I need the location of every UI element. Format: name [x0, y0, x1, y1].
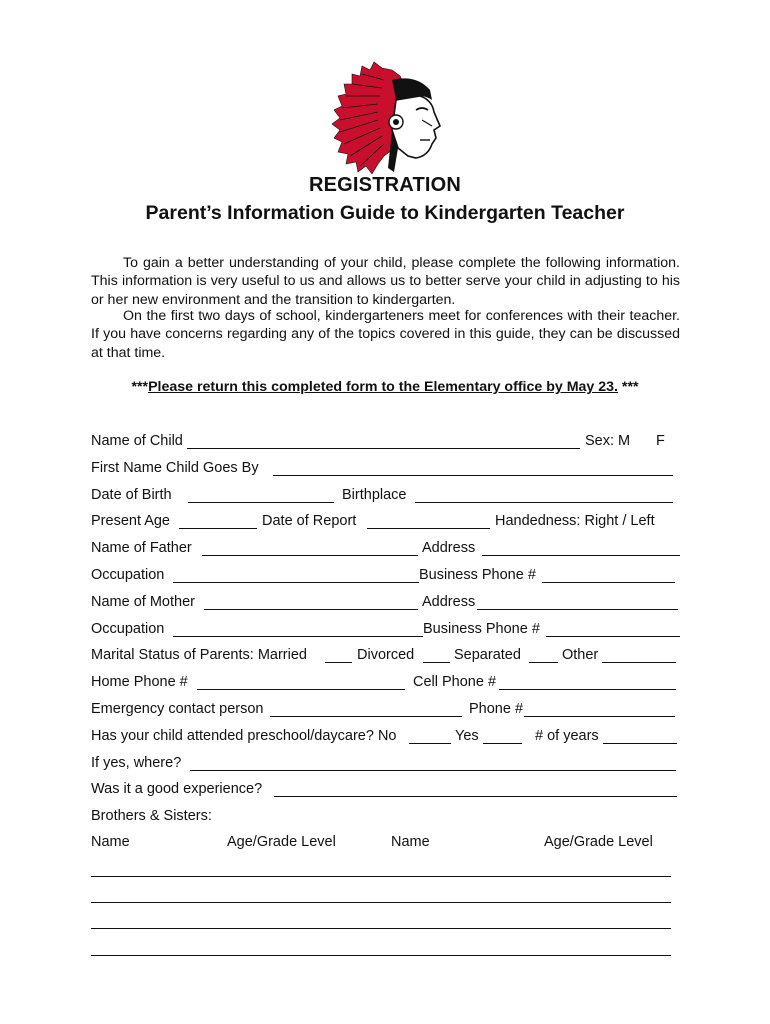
intro-paragraph-2: On the first two days of school, kindergarteners meet for conferences with their teacher. If you have concerns regarding any of the topics covered in this guide, they can be discussed at that time. [91, 308, 680, 361]
label-mother-business-phone: Business Phone # [423, 621, 540, 637]
row-mother [91, 593, 681, 611]
row-name-of-child [91, 432, 681, 450]
label-divorced: Divorced [357, 647, 415, 663]
preschool-no-field[interactable] [409, 743, 451, 744]
label-sex-f[interactable]: F [656, 433, 665, 449]
label-mother-address: Address [422, 594, 476, 610]
father-name-field[interactable] [202, 555, 418, 556]
label-preschool-yes: Yes [455, 728, 479, 744]
label-first-name: First Name Child Goes By [91, 460, 259, 476]
siblings-col-age-2: Age/Grade Level [544, 834, 653, 850]
label-if-yes: If yes, where? [91, 755, 182, 771]
row-emergency [91, 700, 681, 718]
row-good-experience [91, 780, 681, 798]
row-if-yes [91, 754, 681, 772]
label-birthplace: Birthplace [342, 487, 407, 503]
label-name-of-child: Name of Child [91, 433, 183, 449]
label-preschool: Has your child attended preschool/daycare? No [91, 728, 397, 744]
label-mother-occupation: Occupation [91, 621, 165, 637]
page-title: REGISTRATION [308, 174, 462, 196]
father-occupation-field[interactable] [173, 582, 419, 583]
separated-field[interactable] [529, 662, 558, 663]
siblings-col-name-1: Name [91, 834, 130, 850]
return-notice [0, 379, 770, 395]
mother-occupation-field[interactable] [173, 636, 423, 637]
siblings-header [91, 833, 681, 851]
row-mother-occupation [91, 620, 681, 638]
divorced-field[interactable] [423, 662, 450, 663]
mother-address-field[interactable] [477, 609, 678, 610]
row-preschool [91, 727, 681, 745]
label-sex[interactable]: Sex: M [585, 433, 631, 449]
row-marital-status [91, 646, 681, 664]
first-name-field[interactable] [273, 475, 673, 476]
row-father-occupation [91, 566, 681, 584]
emergency-phone-field[interactable] [524, 716, 675, 717]
label-emergency-phone: Phone # [469, 701, 524, 717]
row-siblings [91, 807, 681, 825]
siblings-col-name-2: Name [391, 834, 430, 850]
years-field[interactable] [603, 743, 677, 744]
row-dob [91, 486, 681, 504]
emergency-contact-field[interactable] [270, 716, 462, 717]
row-phones [91, 673, 681, 691]
mother-name-field[interactable] [204, 609, 418, 610]
sibling-entry-line-3[interactable] [91, 928, 671, 929]
label-home-phone: Home Phone # [91, 674, 188, 690]
page-subtitle: Parent’s Information Guide to Kindergarten Teacher [145, 202, 625, 224]
home-phone-field[interactable] [197, 689, 405, 690]
row-age [91, 512, 681, 530]
if-yes-where-field[interactable] [190, 770, 676, 771]
label-years: # of years [535, 728, 599, 744]
dob-field[interactable] [188, 502, 334, 503]
label-date-of-report: Date of Report [262, 513, 357, 529]
label-father: Name of Father [91, 540, 192, 556]
row-father [91, 539, 681, 557]
row-first-name [91, 459, 681, 477]
sibling-entry-line-2[interactable] [91, 902, 671, 903]
notice-suffix: *** [617, 379, 639, 395]
label-handedness[interactable]: Handedness: Right / Left [495, 513, 655, 529]
label-father-business-phone: Business Phone # [419, 567, 536, 583]
label-separated: Separated [454, 647, 521, 663]
label-cell-phone: Cell Phone # [413, 674, 497, 690]
cell-phone-field[interactable] [499, 689, 676, 690]
sibling-entry-line-1[interactable] [91, 876, 671, 877]
good-experience-field[interactable] [274, 796, 677, 797]
label-emergency-contact: Emergency contact person [91, 701, 264, 717]
label-present-age: Present Age [91, 513, 170, 529]
label-father-address: Address [422, 540, 476, 556]
siblings-col-age-1: Age/Grade Level [227, 834, 336, 850]
birthplace-field[interactable] [415, 502, 673, 503]
label-good-experience: Was it a good experience? [91, 781, 263, 797]
notice-prefix: *** [131, 379, 149, 395]
label-siblings: Brothers & Sisters: [91, 808, 212, 824]
father-business-phone-field[interactable] [542, 582, 675, 583]
chief-headdress-logo-icon [322, 60, 450, 178]
sibling-entry-line-4[interactable] [91, 955, 671, 956]
father-address-field[interactable] [482, 555, 680, 556]
label-father-occupation: Occupation [91, 567, 165, 583]
label-marital-status: Marital Status of Parents: Married [91, 647, 307, 663]
married-field[interactable] [325, 662, 352, 663]
notice-text: Please return this completed form to the Elementary office by May 23. [148, 379, 618, 395]
present-age-field[interactable] [179, 528, 257, 529]
intro-paragraph-1: To gain a better understanding of your child, please complete the following information. This information is very useful to us and allows us to better serve your child in adjusting to his or her new environment and the transition to kindergarten. [91, 255, 680, 308]
other-field[interactable] [602, 662, 676, 663]
preschool-yes-field[interactable] [483, 743, 522, 744]
label-other: Other [562, 647, 599, 663]
mother-business-phone-field[interactable] [546, 636, 680, 637]
label-mother: Name of Mother [91, 594, 195, 610]
date-of-report-field[interactable] [367, 528, 490, 529]
name-of-child-field[interactable] [187, 448, 580, 449]
label-dob: Date of Birth [91, 487, 172, 503]
